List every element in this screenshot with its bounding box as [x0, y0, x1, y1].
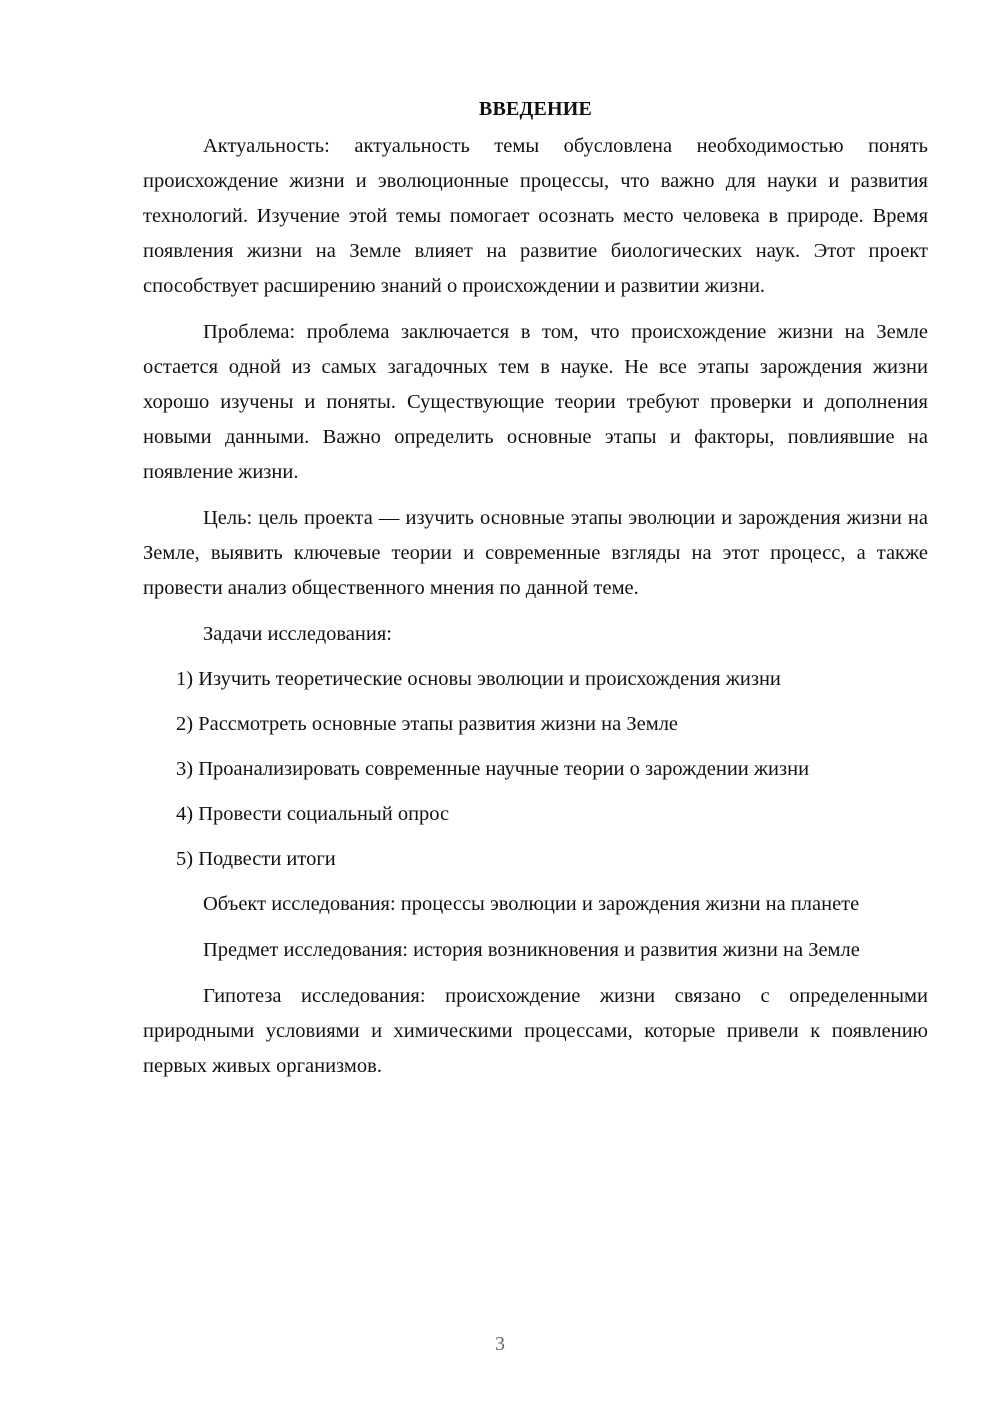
document-page [143, 92, 928, 1095]
relevance-paragraph: Актуальность: актуальность темы обусловлена необходимостью понять происхождение жизни и эволюционные процессы, что важно для науки и развития технологий. Изучение этой темы помогает осознать место человека в природе. Время появления жизни на Земле влияет на развитие биологических наук. Этот проект способствует расширению знаний о происхождении и развитии жизни. [143, 135, 928, 297]
tasks-heading: Задачи исследования: [203, 623, 392, 645]
task-item-1: 1) Изучить теоретические основы эволюции и происхождения жизни [176, 668, 781, 690]
section-title: ВВЕДЕНИЕ [478, 98, 593, 120]
task-item-2: 2) Рассмотреть основные этапы развития жизни на Земле [176, 713, 679, 735]
tasks-list [143, 662, 928, 877]
task-item-3: 3) Проанализировать современные научные теории о зарождении жизни [176, 758, 810, 780]
goal-paragraph: Цель: цель проекта — изучить основные этапы эволюции и зарождения жизни на Земле, выявить ключевые теории и современные взгляды на этот процесс, а также провести анализ общественного мнения по данной теме. [143, 507, 928, 599]
page-number: 3 [495, 1333, 505, 1355]
hypothesis-paragraph: Гипотеза исследования: происхождение жизни связано с определенными природными условиями и химическими процессами, которые привели к появлению первых живых организмов. [143, 985, 928, 1077]
task-item-4: 4) Провести социальный опрос [176, 803, 450, 825]
task-item-5: 5) Подвести итоги [176, 848, 336, 870]
subject-paragraph: Предмет исследования: история возникновения и развития жизни на Земле [203, 939, 860, 961]
problem-paragraph: Проблема: проблема заключается в том, что происхождение жизни на Земле остается одной из самых загадочных тем в науке. Не все этапы зарождения жизни хорошо изучены и поняты. Существующие теории требуют проверки и дополнения новыми данными. Важно определить основные этапы и факторы, повлиявшие на появление жизни. [143, 321, 928, 483]
object-paragraph: Объект исследования: процессы эволюции и зарождения жизни на планете [203, 893, 860, 915]
